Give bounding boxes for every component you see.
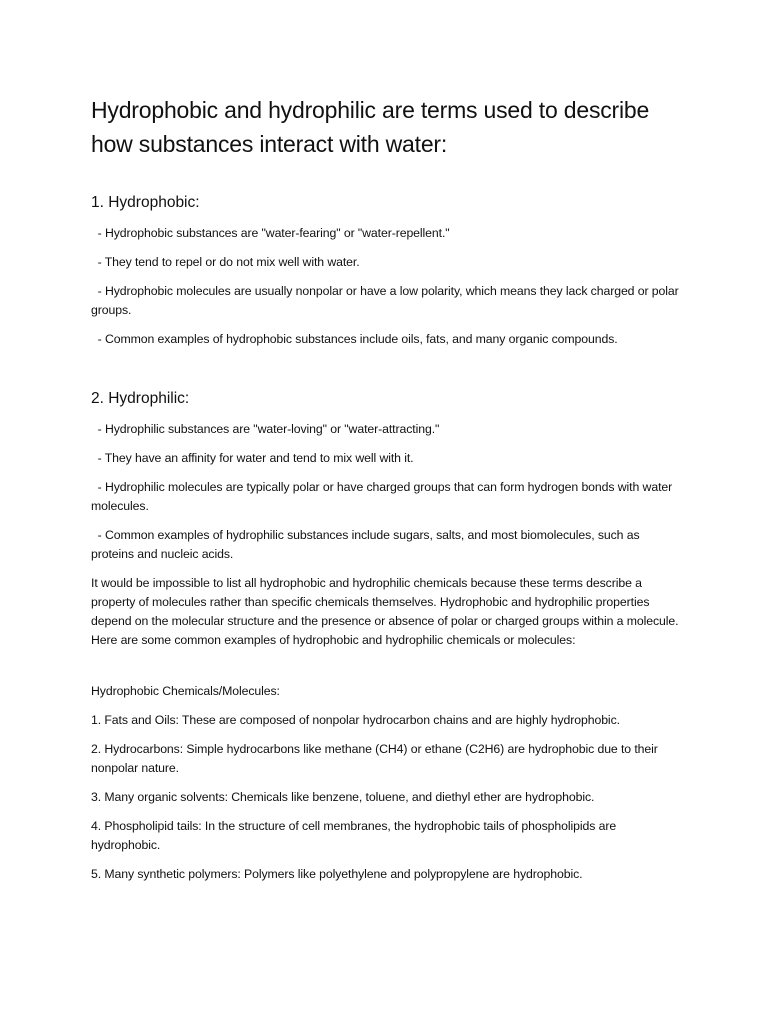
bullet-hydrophobic-1: - Hydrophobic substances are "water-fearing" or "water-repellent." xyxy=(91,226,450,240)
intro-paragraph: It would be impossible to list all hydrophobic and hydrophilic chemicals because these terms describe a property of molecules rather than specific chemicals themselves. Hydrophobic and hydrophilic properties depend on the molecular structure and the presence or absence of polar or charged groups within a molecule. Here are some common examples of hydrophobic and hydrophilic chemicals or molecules: xyxy=(91,576,679,647)
bullet-hydrophilic-3: - Hydrophilic molecules are typically polar or have charged groups that can form hydrogen bonds with water molecules. xyxy=(91,480,676,513)
bullet-hydrophobic-3: - Hydrophobic molecules are usually nonpolar or have a low polarity, which means they lack charged or polar groups. xyxy=(91,284,682,317)
section-heading-hydrophilic: 2. Hydrophilic: xyxy=(91,390,190,407)
bullet-hydrophobic-2: - They tend to repel or do not mix well with water. xyxy=(91,255,360,269)
list-heading: Hydrophobic Chemicals/Molecules: xyxy=(91,684,280,698)
list-item-4: 4. Phospholipid tails: In the structure of cell membranes, the hydrophobic tails of phospholipids are hydrophobic. xyxy=(91,819,617,852)
document-title: Hydrophobic and hydrophilic are terms used to describe how substances interact with water: xyxy=(91,97,650,157)
list-item-5: 5. Many synthetic polymers: Polymers like polyethylene and polypropylene are hydrophobic. xyxy=(91,867,583,881)
section-heading-hydrophobic: 1. Hydrophobic: xyxy=(91,194,200,211)
bullet-hydrophilic-1: - Hydrophilic substances are "water-loving" or "water-attracting." xyxy=(91,422,440,436)
bullet-hydrophilic-4: - Common examples of hydrophilic substances include sugars, salts, and most biomolecules, such as proteins and nucleic acids. xyxy=(91,528,643,561)
bullet-hydrophobic-4: - Common examples of hydrophobic substances include oils, fats, and many organic compounds. xyxy=(91,332,618,346)
document-content xyxy=(91,93,681,884)
list-item-2: 2. Hydrocarbons: Simple hydrocarbons like methane (CH4) or ethane (C2H6) are hydrophobic due to their nonpolar nature. xyxy=(91,742,658,775)
bullet-hydrophilic-2: - They have an affinity for water and tend to mix well with it. xyxy=(91,451,414,465)
list-item-1: 1. Fats and Oils: These are composed of nonpolar hydrocarbon chains and are highly hydrophobic. xyxy=(91,713,620,727)
list-item-3: 3. Many organic solvents: Chemicals like benzene, toluene, and diethyl ether are hydrophobic. xyxy=(91,790,595,804)
